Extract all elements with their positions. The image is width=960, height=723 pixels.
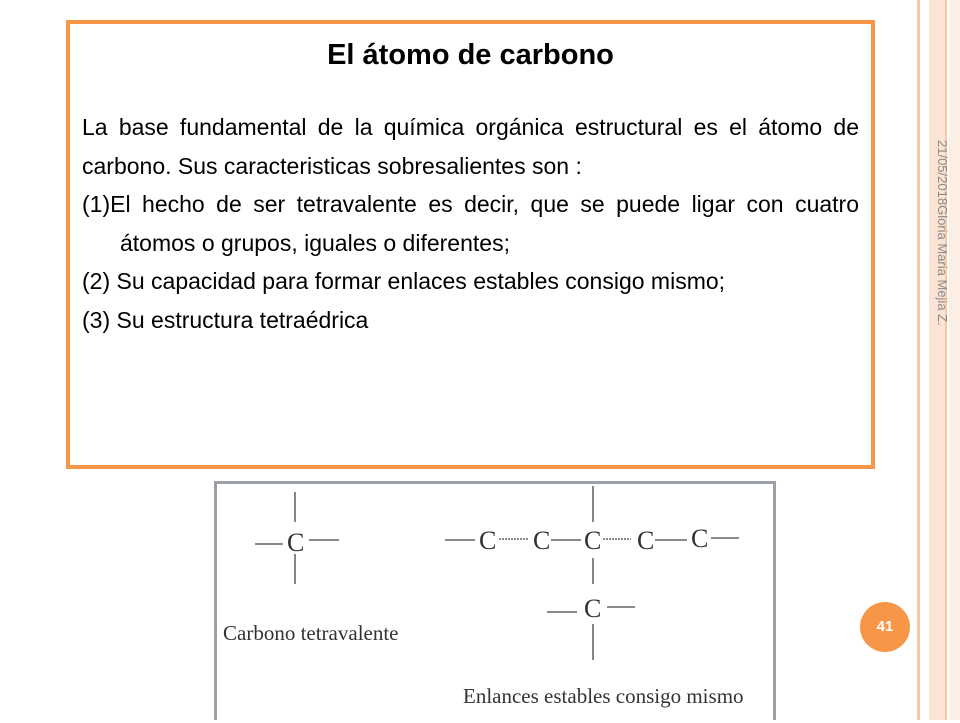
carbon-symbol: C [287,528,305,557]
carbon-bonds-figure [214,481,776,720]
caption-stable-bonds: Enlances estables consigo mismo [463,684,744,708]
footer-date: 21/05/2018 [935,140,950,206]
carbon-symbol: C [584,526,602,555]
decorative-border-line [917,0,920,720]
carbon-symbol: C [479,526,497,555]
list-item: (2) Su capacidad para formar enlaces estables consigo mismo; [82,268,726,294]
decorative-border-line [945,0,947,720]
footer-author: Gloria Maria Mejia Z. [935,205,950,326]
page-number-badge: 41 [860,602,910,652]
list-item: (1)El hecho de ser tetravalente es decir, que se puede ligar con cuatro átomos o grupos, iguales o diferentes; [82,191,859,256]
carbon-symbol: C [584,594,602,623]
caption-tetravalent: Carbono tetravalente [223,621,399,645]
slide-title: El átomo de carbono [327,39,614,71]
carbon-symbol: C [637,526,655,555]
intro-paragraph: La base fundamental de la química orgánica estructural es el átomo de carbono. Sus caracteristicas sobresalientes son : [82,114,859,179]
list-item: (3) Su estructura tetraédrica [82,306,369,333]
content-textbox [66,20,875,469]
decorative-border-band [929,0,945,720]
carbon-symbol: C [533,526,551,555]
footer-vertical-text [935,140,950,326]
decorative-border-band [949,0,960,720]
carbon-symbol: C [691,524,709,553]
